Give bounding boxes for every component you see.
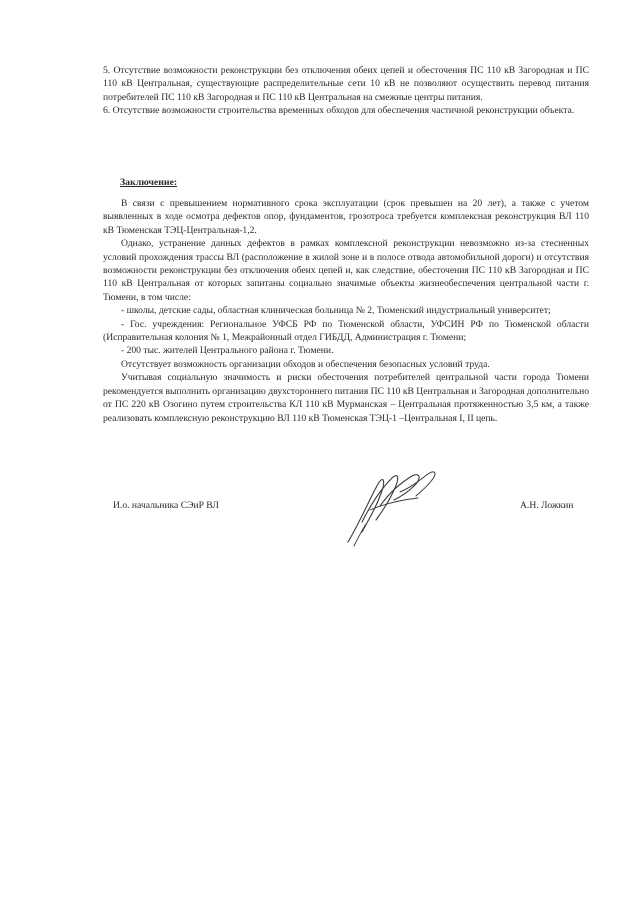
conclusion-body	[103, 197, 589, 425]
paragraph: Отсутствует возможность организации обходов и обеспечения безопасных условий труда.	[121, 358, 490, 370]
paragraph: - школы, детские сады, областная клиническая больница № 2, Тюменский индустриальный университет;	[121, 305, 551, 317]
conclusion-heading: Заключение:	[120, 177, 178, 188]
handwritten-signature	[340, 462, 450, 547]
paragraph: Учитывая социальную значимость и риски обесточения потребителей центральной части города Тюмени рекомендуется выполнить организацию двухстороннего питания ПС 110 кВ Центральная и Загородная дополнительно от ПС 220 кВ Озогино путем строительства КЛ 110 кВ Мурманская – Центральная протяженностью 3,5 км, а также реализовать комплексную реконструкцию ВЛ 110 кВ Тюменская ТЭЦ-1 –Центральная I, II цепь.	[103, 372, 590, 424]
list-item: 6. Отсутствие возможности строительства временных обходов для обеспечения частичной реконструкции объекта.	[103, 105, 575, 117]
list-item: 5. Отсутствие возможности реконструкции без отключения обеих цепей и обесточения ПС 110 кВ Загородная и ПС 110 кВ Центральная, существующие распределительные сети 10 кВ не позволяют осуществить перевод питания потребителей ПС 110 кВ Загородная и ПС 110 кВ Центральная на смежные центры питания.	[103, 65, 589, 103]
paragraph: - Гос. учреждения: Региональное УФСБ РФ по Тюменской области, УФСИН РФ по Тюменской области (Исправительная колония № 1, Межрайонный отдел ГИБДД, Администрация г. Тюмени;	[103, 318, 589, 344]
paragraph: В связи с превышением нормативного срока эксплуатации (срок превышен на 20 лет), а также с учетом выявленных в ходе осмотра дефектов опор, фундаментов, грозотроса требуется комплексная реконструкция ВЛ 110 кВ Тюменская ТЭЦ-Центральная-1,2.	[103, 198, 589, 236]
signatory-name: А.Н. Ложкин	[520, 500, 574, 511]
deficiency-list	[103, 64, 589, 118]
signatory-title: И.о. начальника СЭиР ВЛ	[113, 500, 219, 511]
paragraph: Однако, устранение данных дефектов в рамках комплексной реконструкции невозможно из-за стесненных условий прохождения трассы ВЛ (расположение в жилой зоне и в полосе отвода автомобильной дороги) и отсутствия возможности реконструкции без отключения обеих цепей и, как следствие, обесточения ПС 110 кВ Загородная и ПС 110 кВ Центральная от которых запитаны социально значимые объекты жизнеобеспечения центральной части г. Тюмени, в том числе:	[103, 238, 589, 303]
paragraph: - 200 тыс. жителей Центрального района г. Тюмени.	[121, 345, 334, 357]
